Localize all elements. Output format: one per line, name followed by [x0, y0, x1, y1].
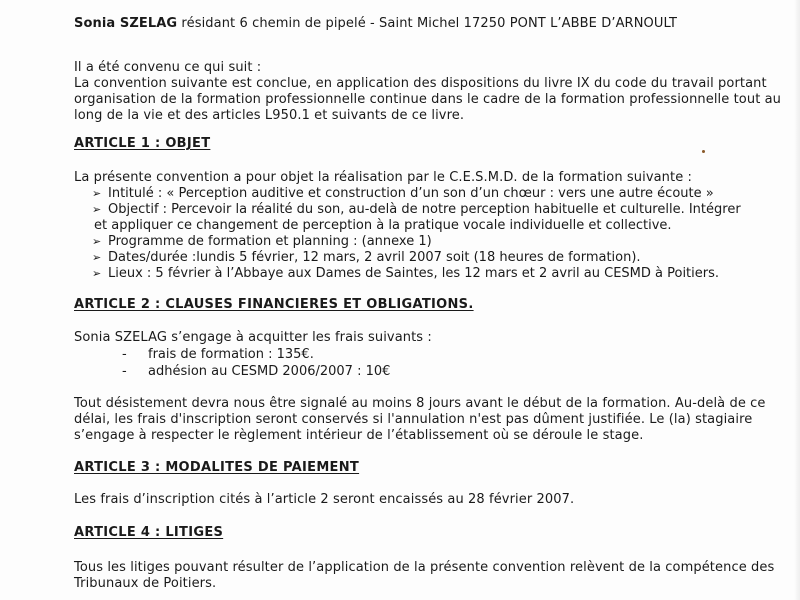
- arrow-bullet-icon: ➢: [92, 251, 102, 264]
- trainee-name: Sonia SZELAG: [74, 16, 178, 31]
- intro-line-3: long de la vie et des articles L950.1 et suivants de ce livre.: [74, 108, 465, 123]
- bullet-text-programme: Programme de formation et planning : (annexe 1): [108, 234, 432, 249]
- intro-line-1: La convention suivante est conclue, en application des dispositions du livre IX du code du travail portant: [74, 76, 767, 91]
- article-1-heading: ARTICLE 1 : OBJET: [74, 136, 211, 151]
- arrow-bullet-icon: ➢: [92, 203, 102, 216]
- fee-text-formation: frais de formation : 135€.: [148, 347, 314, 362]
- fee-text-adhesion: adhésion au CESMD 2006/2007 : 10€: [148, 364, 391, 379]
- article-3-heading: ARTICLE 3 : MODALITES DE PAIEMENT: [74, 460, 360, 475]
- bullet-text-dates: Dates/durée :lundis 5 février, 12 mars, 2 avril 2007 soit (18 heures de formation).: [108, 250, 641, 265]
- header-line: [74, 16, 677, 32]
- article-4-heading: ARTICLE 4 : LITIGES: [74, 525, 224, 540]
- article-1-bullet: [92, 266, 719, 282]
- article-3-text: Les frais d’inscription cités à l’article 2 seront encaissés au 28 février 2007.: [74, 492, 575, 507]
- article-4-line-2: Tribunaux de Poitiers.: [74, 576, 217, 591]
- intro-line-2: organisation de la formation professionnelle continue dans le cadre de la formation professionnelle tout au: [74, 92, 782, 107]
- arrow-bullet-icon: ➢: [92, 187, 102, 200]
- scan-speck: [702, 150, 705, 153]
- objectif-continuation: et appliquer ce changement de perception à la pratique vocale individuelle et collective.: [94, 218, 672, 233]
- dash-marker: -: [122, 347, 127, 362]
- article-1-bullet: [92, 202, 741, 218]
- bullet-text-lieux: Lieux : 5 février à l’Abbaye aux Dames de Saintes, les 12 mars et 2 avril au CESMD à Poitiers.: [108, 266, 720, 281]
- trainee-address: résidant 6 chemin de pipelé - Saint Michel 17250 PONT L’ABBE D’ARNOULT: [177, 16, 678, 31]
- bullet-text-intitule: Intitulé : « Perception auditive et construction d’un son d’un chœur : vers une autre écoute »: [108, 186, 714, 201]
- article-2-lead: Sonia SZELAG s’engage à acquitter les frais suivants :: [74, 330, 432, 345]
- article-1-bullet: [92, 186, 714, 202]
- article-1-bullet: [92, 234, 432, 250]
- article-2-paragraph-line-2: délai, les frais d'inscription seront conservés si l'annulation n'est pas dûment justifiée. Le (la) stagiaire: [74, 412, 753, 427]
- arrow-bullet-icon: ➢: [92, 235, 102, 248]
- bullet-text-objectif: Objectif : Percevoir la réalité du son, au-delà de notre perception habituelle et culturelle. Intégrer: [108, 202, 741, 217]
- dash-marker: -: [122, 364, 127, 379]
- article-1-bullet: [92, 250, 641, 266]
- article-2-heading: ARTICLE 2 : CLAUSES FINANCIERES ET OBLIGATIONS.: [74, 297, 474, 312]
- article-2-paragraph-line-1: Tout désistement devra nous être signalé au moins 8 jours avant le début de la formation. Au-delà de ce: [74, 396, 766, 411]
- arrow-bullet-icon: ➢: [92, 267, 102, 280]
- intro-lead: Il a été convenu ce qui suit :: [74, 60, 262, 75]
- article-2-paragraph-line-3: s’engage à respecter le règlement intérieur de l’établissement où se déroule le stage.: [74, 428, 644, 443]
- fee-item: [122, 364, 390, 380]
- fee-item: [122, 347, 314, 363]
- article-4-line-1: Tous les litiges pouvant résulter de l’application de la présente convention relèvent de la compétence des: [74, 560, 775, 575]
- article-1-lead: La présente convention a pour objet la réalisation par le C.E.S.M.D. de la formation suivante :: [74, 170, 693, 185]
